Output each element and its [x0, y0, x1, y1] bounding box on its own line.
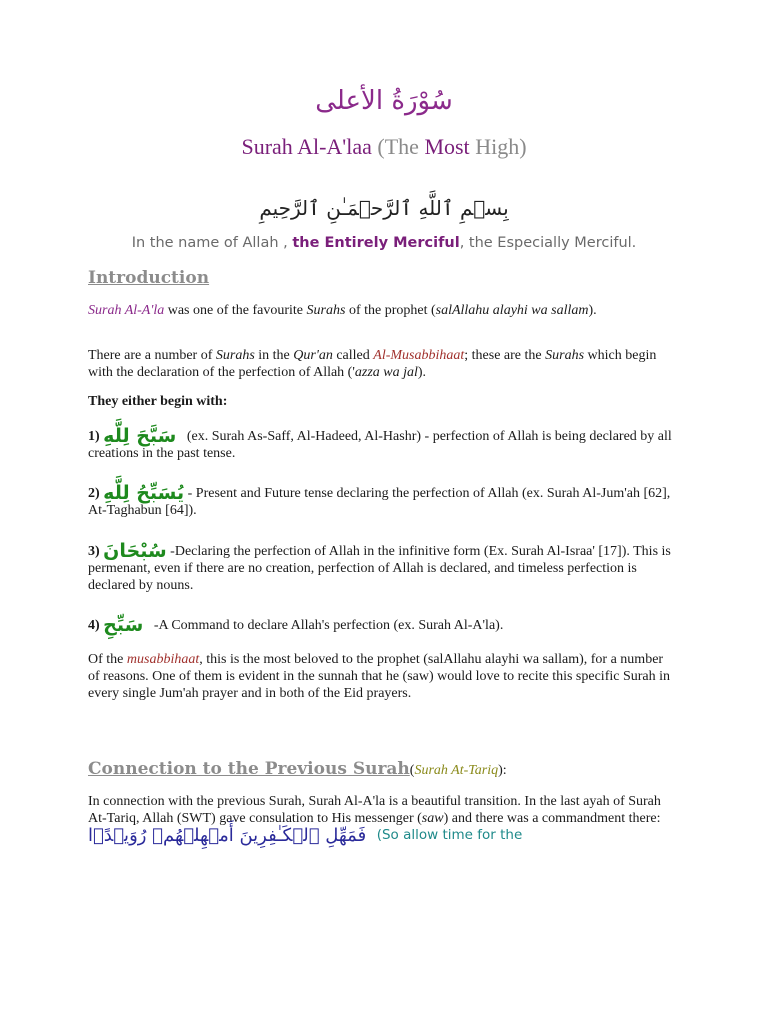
basmala-part1: In the name of Allah , — [131, 235, 288, 251]
basmala-part3: , the Especially Merciful. — [459, 235, 637, 251]
title-high: High) — [475, 134, 527, 159]
basmala-part2: the Entirely Merciful — [292, 235, 460, 251]
arabic-verse: فَمَهِّلِ ٱلۡكَـٰفِرِينَ أَمۡهِلۡهُمۡ رُوَيۡدًۢا — [88, 825, 367, 846]
list-item: 1) سَبَّحَ لِلَّهِ (ex. Surah As-Saff, Al-Hadeed, Al-Hashr) - perfection of Allah is being declared by all creations in the past tense. — [88, 425, 672, 461]
introduction-heading: Introduction — [88, 268, 210, 288]
intro-paragraph-1: Surah Al-A'la was one of the favourite Surahs of the prophet (salAllahu alayhi wa sallam). — [88, 303, 597, 318]
connection-sub: Surah At-Tariq — [414, 763, 499, 778]
begin-with-label: They either begin with: — [88, 394, 228, 409]
list-item: 2) يُسَبِّحُ لِلَّهِ - Present and Future tense declaring the perfection of Allah (ex. Surah Al-Jum'ah [62], At-Taghabun [64]). — [88, 482, 671, 518]
basmala-english — [0, 235, 768, 251]
arabic-phrase: يُسَبِّحُ لِلَّهِ — [103, 482, 185, 504]
list-item: 4) سَبِّحِ -A Command to declare Allah's perfection (ex. Surah Al-A'la). — [88, 614, 504, 636]
title-name: Surah Al-A'laa — [241, 134, 372, 159]
list-item: 3) سُبْحَانَ -Declaring the perfection of Allah in the infinitive form (Ex. Surah Al-Israa' [17]). This is permenant, even if there are no creation, perfection of Allah is declared, and timeless perfection is declared by nouns. — [88, 540, 671, 593]
title-paren-the: (The — [377, 134, 419, 159]
arabic-phrase: سَبَّحَ لِلَّهِ — [103, 425, 177, 447]
intro-paragraph-2: There are a number of Surahs in the Qur'an called Al-Musabbihaat; these are the Surahs which begin with the declaration of the perfection of Allah ('azza wa jal). — [88, 348, 657, 380]
surah-title-english — [0, 134, 768, 160]
connection-paragraph: In connection with the previous Surah, Surah Al-A'la is a beautiful transition. In the last ayah of Surah At-Tariq, Allah (SWT) gave consulation to His messenger (saw) and there was a commandment there: فَمَهِّلِ ٱلۡكَـٰفِرِينَ أَمۡهِلۡهُمۡ رُوَيۡدًۢا (So allow time for the — [88, 794, 661, 846]
surah-title-arabic: سُوْرَةُ الأعلى — [315, 86, 453, 116]
connection-heading: Connection to the Previous Surah(Surah At-Tariq): — [88, 759, 507, 779]
basmala-arabic: بِسۡمِ ٱللَّهِ ٱلرَّحۡمَـٰنِ ٱلرَّحِيمِ — [259, 196, 509, 220]
intro-paragraph-3: Of the musabbihaat, this is the most beloved to the prophet (salAllahu alayhi wa sallam), for a number of reasons. One of them is evident in the sunnah that he (saw) would love to recite this specific Surah in every single Jum'ah prayer and in both of the Eid prayers. — [88, 652, 671, 701]
verse-translation: So allow time for the — [381, 827, 523, 843]
arabic-phrase: سَبِّحِ — [103, 614, 144, 636]
arabic-phrase: سُبْحَانَ — [103, 540, 167, 562]
title-most: Most — [424, 134, 470, 159]
